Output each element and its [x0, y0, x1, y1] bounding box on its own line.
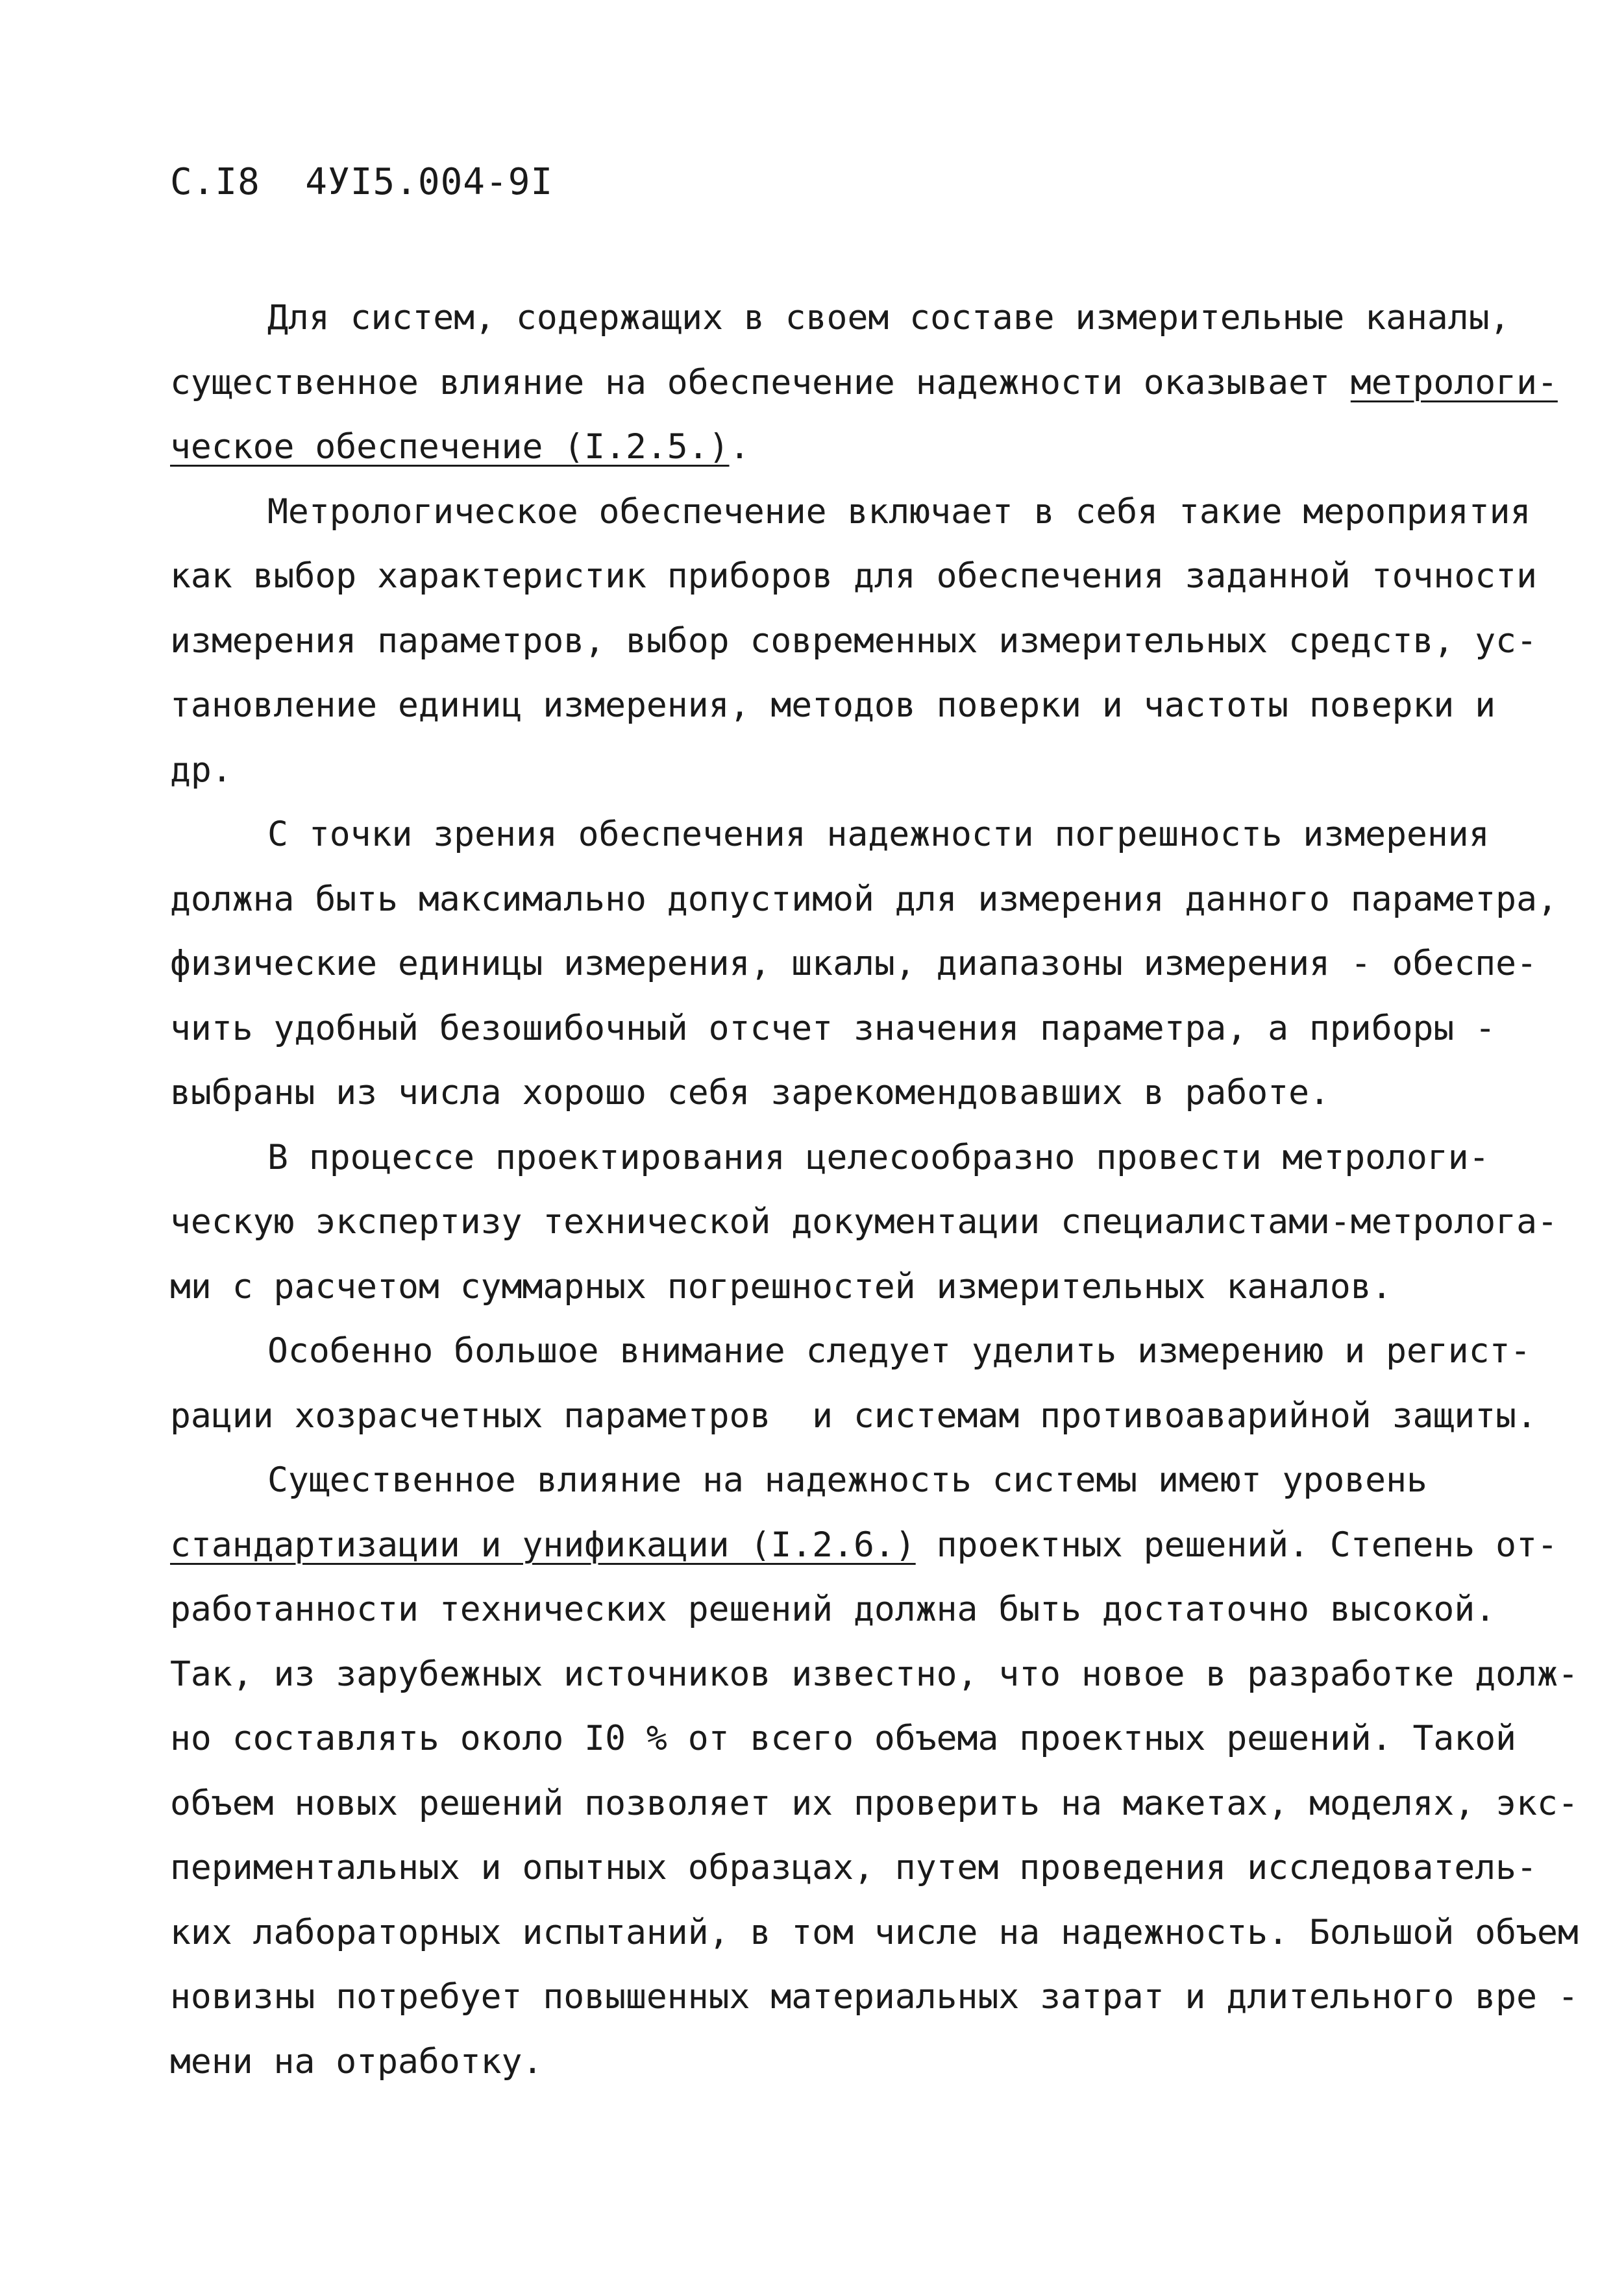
- page-number: С.І8: [170, 161, 260, 203]
- text-line: др.: [170, 750, 232, 790]
- section-reference-link[interactable]: метрологи-: [1350, 362, 1558, 402]
- section-reference-link[interactable]: ческое обеспечение (І.2.5.): [170, 427, 730, 467]
- text-line: периментальных и опытных образцах, путем проведения исследователь-: [170, 1848, 1537, 1887]
- paragraph-metrology-measures: [170, 480, 1537, 803]
- text-line: выбраны из числа хорошо себя зарекомендовавших в работе.: [170, 1073, 1330, 1112]
- text-line: как выбор характеристик приборов для обеспечения заданной точности: [170, 556, 1537, 596]
- paragraph-standardization: [170, 1448, 1579, 2094]
- text-line: [170, 415, 1507, 480]
- text-segment: проектных решений. Степень от-: [915, 1525, 1558, 1565]
- document-code: 4УІ5.004-9І: [305, 161, 554, 203]
- text-line: измерения параметров, выбор современных измерительных средств, ус-: [170, 620, 1537, 661]
- text-line: ких лабораторных испытаний, в том числе на надежность. Большой объем: [170, 1912, 1579, 1952]
- text-line: [170, 1513, 1558, 1578]
- paragraph-measurement-error: [170, 802, 1558, 1125]
- text-line: должна быть максимально допустимой для измерения данного параметра,: [170, 879, 1558, 919]
- text-line: мени на отработку.: [170, 2041, 543, 2081]
- text-line: Особенно большое внимание следует уделить измерению и регист-: [267, 1331, 1531, 1371]
- text-line: работанности технических решений должна быть достаточно высокой.: [170, 1590, 1496, 1629]
- text-line: [170, 350, 1558, 415]
- text-line: тановление единиц измерения, методов поверки и частоты поверки и: [170, 685, 1496, 725]
- paragraph-metrology-expertise: [170, 1125, 1558, 1320]
- document-body: [170, 286, 1579, 2094]
- text-line: Метрологическое обеспечение включает в себя такие мероприятия: [267, 491, 1531, 532]
- page-header: [170, 161, 553, 203]
- section-reference-link[interactable]: стандартизации и унификации (І.2.6.): [170, 1525, 916, 1565]
- text-line: физические единицы измерения, шкалы, диапазоны измерения - обеспе-: [170, 944, 1537, 983]
- text-line: С точки зрения обеспечения надежности погрешность измерения: [267, 815, 1490, 854]
- text-segment: существенное влияние на обеспечение надежности оказывает: [170, 362, 1351, 402]
- paragraph-accounting-parameters: [170, 1319, 1537, 1448]
- paragraph-metrology-intro: [170, 286, 1558, 480]
- text-line: объем новых решений позволяет их проверить на макетах, моделях, экс-: [170, 1783, 1579, 1823]
- text-line: ми с расчетом суммарных погрешностей измерительных каналов.: [170, 1266, 1392, 1307]
- text-line: Так, из зарубежных источников известно, что новое в разработке долж-: [170, 1654, 1579, 1694]
- text-line: новизны потребует повышенных материальных затрат и длительного вре -: [170, 1977, 1579, 2017]
- text-line: Существенное влияние на надежность системы имеют уровень: [267, 1460, 1427, 1500]
- text-segment: .: [729, 427, 750, 467]
- text-line: рации хозрасчетных параметров и системам противоаварийной защиты.: [170, 1395, 1537, 1436]
- text-line: В процессе проектирования целесообразно провести метрологи-: [267, 1137, 1490, 1177]
- text-line: ческую экспертизу технической документации специалистами-метролога-: [170, 1202, 1558, 1242]
- text-line: но составлять около І0 % от всего объема проектных решений. Такой: [170, 1719, 1517, 1758]
- text-line: Для систем, содержащих в своем составе измерительные каналы,: [267, 298, 1510, 338]
- text-line: чить удобный безошибочный отсчет значения параметра, а приборы -: [170, 1008, 1496, 1048]
